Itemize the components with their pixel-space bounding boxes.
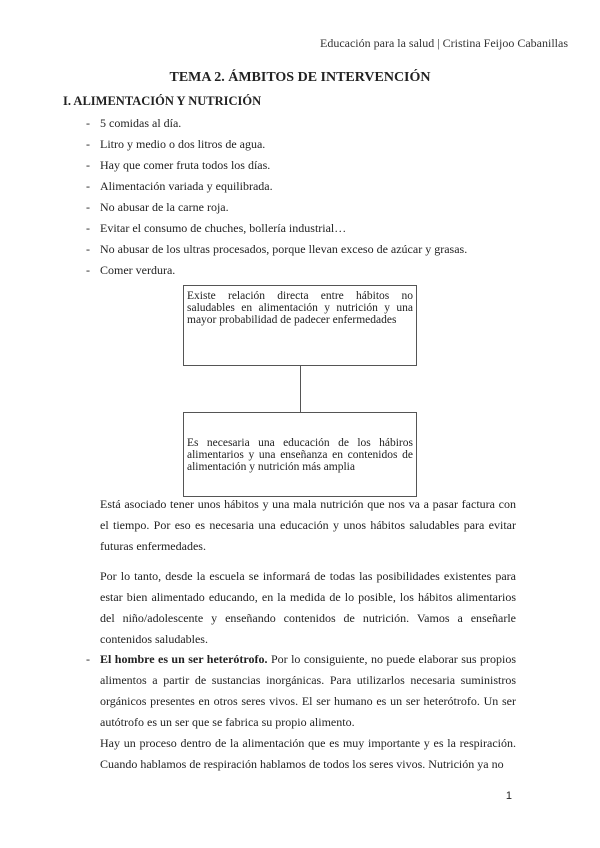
bullet-dash: - bbox=[86, 652, 90, 666]
list-item: - Evitar el consumo de chuches, bollería industrial… bbox=[86, 221, 347, 235]
list-item: - Hay que comer fruta todos los días. bbox=[86, 158, 271, 172]
section-heading: I. ALIMENTACIÓN Y NUTRICIÓN bbox=[63, 94, 262, 108]
list-item: - Comer verdura. bbox=[86, 263, 176, 277]
paragraph-2: Por lo tanto, desde la escuela se informará de todas las posibilidades existentes para estar bien alimentado educando, en la medida de lo posible, los hábitos alimentarios del niño/adolescente y enseñando contenidos de nutrición. Vamos a enseñarle contenidos saludables. bbox=[100, 569, 516, 646]
bold-lead: El hombre es un ser heterótrofo. bbox=[100, 652, 268, 666]
diagram-connector bbox=[300, 366, 301, 412]
list-item: - No abusar de la carne roja. bbox=[86, 200, 229, 214]
page-number: 1 bbox=[505, 790, 512, 802]
list-item: - Litro y medio o dos litros de agua. bbox=[86, 137, 266, 151]
paragraph-4: Hay un proceso dentro de la alimentación que es muy importante y es la respiración. Cuando hablamos de respiración hablamos de todos los seres vivos. Nutrición ya no bbox=[100, 736, 516, 771]
paragraph-3 bbox=[100, 649, 516, 733]
diagram-box-top: Existe relación directa entre hábitos no saludables en alimentación y nutrición y una mayor probabilidad de padecer enfermedades bbox=[183, 285, 417, 366]
list-item: - 5 comidas al día. bbox=[86, 116, 182, 130]
paragraph-3-text: Por lo consiguiente, no puede elaborar sus propios alimentos a partir de sustancias inorgánicas. Para utilizarlos necesaria suministros orgánicos presentes en otros seres vivos. El ser humano es un ser heterótrofo. Un ser autótrofo es un ser que se fabrica su propio alimento. bbox=[100, 652, 517, 729]
bullet-list bbox=[86, 113, 467, 281]
list-item: - Alimentación variada y equilibrada. bbox=[86, 179, 273, 193]
paragraph-1: Está asociado tener unos hábitos y una mala nutrición que nos va a pasar factura con el tiempo. Por eso es necesaria una educación y unos hábitos saludables para evitar futuras enfermedades. bbox=[100, 497, 516, 553]
list-item: - No abusar de los ultras procesados, porque llevan exceso de azúcar y grasas. bbox=[86, 242, 468, 256]
page-header: Educación para la salud | Cristina Feijoo Cabanillas bbox=[319, 36, 568, 50]
page-title: TEMA 2. ÁMBITOS DE INTERVENCIÓN bbox=[169, 70, 431, 85]
diagram-box-bottom: Es necesaria una educación de los hábiros alimentarios y una enseñanza en contenidos de alimentación y nutrición más amplia bbox=[183, 412, 417, 497]
